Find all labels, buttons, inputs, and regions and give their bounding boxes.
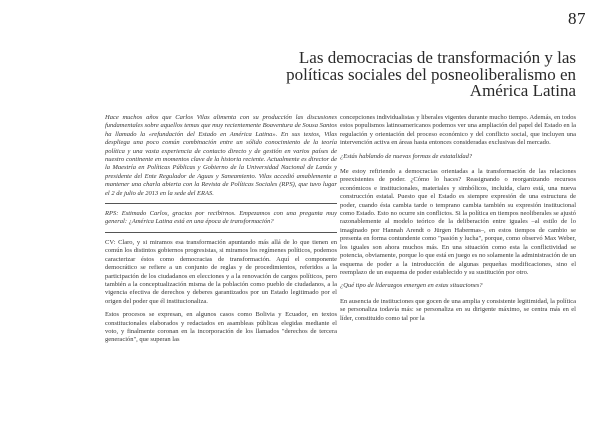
- page-number: 87: [568, 9, 586, 28]
- interview-question: ¿Estás hablando de nuevas formas de estatalidad?: [340, 152, 473, 160]
- intro-divider: [105, 203, 337, 204]
- answer-paragraph: Estos procesos se expresan, en algunos casos como Bolivia y Ecuador, en textos constitucionales elaborados y redactados en asambleas públicas elegidas mediante el voto, y finalmente coronan en la incorporación de los llamados "derechos de tercera generación", que superan las: [105, 311, 337, 344]
- interview-question: RPS: Estimado Carlos, gracias por recibirnos. Empezamos con una pregunta muy general: ¿América Latina está en una época de transformación?: [105, 210, 337, 226]
- body-paragraph: En ausencia de instituciones que gocen de una amplia y consistente legitimidad, la política se personaliza todavía más: se personaliza en su dirigente máximo, se centra más en el líder, constituido como tal por la: [340, 297, 576, 322]
- right-column: [340, 114, 576, 328]
- article-title: Las democracias de transformación y las políticas sociales del posneoliberalismo en América Latina: [286, 48, 576, 100]
- answer-paragraph: CV: Claro, y si miramos esa transformación apuntando más allá de lo que tienen en común los distintos gobiernos progresistas, si miramos los regímenes políticos, podemos caracterizar éstos como democracias de transformación. Aquí el componente democrático se refiere a un conjunto de reglas y de procedimientos, referidos a la participación de los ciudadanos en elecciones y a la renovación de cargos políticos, pero también a la conceptualización misma de la población como pueblo de ciudadanos, a la vigencia efectiva de derechos y deberes garantizados por un Estado legitimado por el origen del poder que él institucionaliza.: [105, 238, 337, 305]
- question-divider: [105, 232, 337, 233]
- interview-question: ¿Qué tipo de liderazgos emergen en estas situaciones?: [340, 282, 483, 290]
- left-column: [105, 114, 337, 350]
- body-paragraph: Me estoy refiriendo a democracias orientadas a la transformación de las relaciones preexistentes de poder. ¿Cómo lo haces? Reasignando o reorganizando recursos económicos e institucionales, materiales y simbólicos, incluida, claro está, una nueva construcción estatal. Puesto que el Estado es siempre expresión de una estructura de poder, cuando ésta cambia tarde o temprano cambia también su expresión institucional como Estado. Esto no ocurre sin conflictos. Si la política en tiempos neoliberales se ajustó razonablemente al modelo teórico de la deliberación entre iguales –al estilo de lo imaginado por Hannah Arendt o Jürgen Habermas–, en estos tiempos de cambio se presenta en forma contundente como "pasión y lucha", porque, como observó Max Weber, los iguales son ahora muchos más. En una situación como esta la conflictividad se potencia, obviamente, porque lo que está en juego es no solamente la administración de un esquema de poder a la introducción de algunas pequeñas modificaciones, sino el reemplazo de un esquema de poder establecido y su sustitución por otro.: [340, 168, 576, 276]
- intro-paragraph: Hace muchos años que Carlos Vilas alimenta con su producción las discusiones fundamentales sobre aquellos temas que muy recientemente Boaventura de Sousa Santos ha llamado la «refundación del Estado en América Latina». En sus textos, Vilas despliega una poco común combinación entre un sólido conocimiento de la teoría política y una vasta experiencia de contacto directo y de gestión en varios países de nuestro continente en momentos clave de la historia reciente. Actualmente es director de la Maestría en Políticas Públicas y Gobierno de la Universidad Nacional de Lanús y presidente del Ente Regulador de Aguas y Saneamiento. Vilas accedió amablemente a mantener una charla abierta con la Revista de Políticas Sociales (RPS), que tuvo lugar el 2 de julio de 2013 en la sede del ERAS.: [105, 114, 337, 197]
- body-paragraph: concepciones individualistas y liberales vigentes durante mucho tiempo. Además, en todos estos populismos latinoamericanos podemos ver una ampliación del papel del Estado en la regulación y orientación del proceso económico y del conflicto social, que incluyen una intervención activa en áreas hasta entonces consideradas exclusivas del mercado.: [340, 114, 576, 147]
